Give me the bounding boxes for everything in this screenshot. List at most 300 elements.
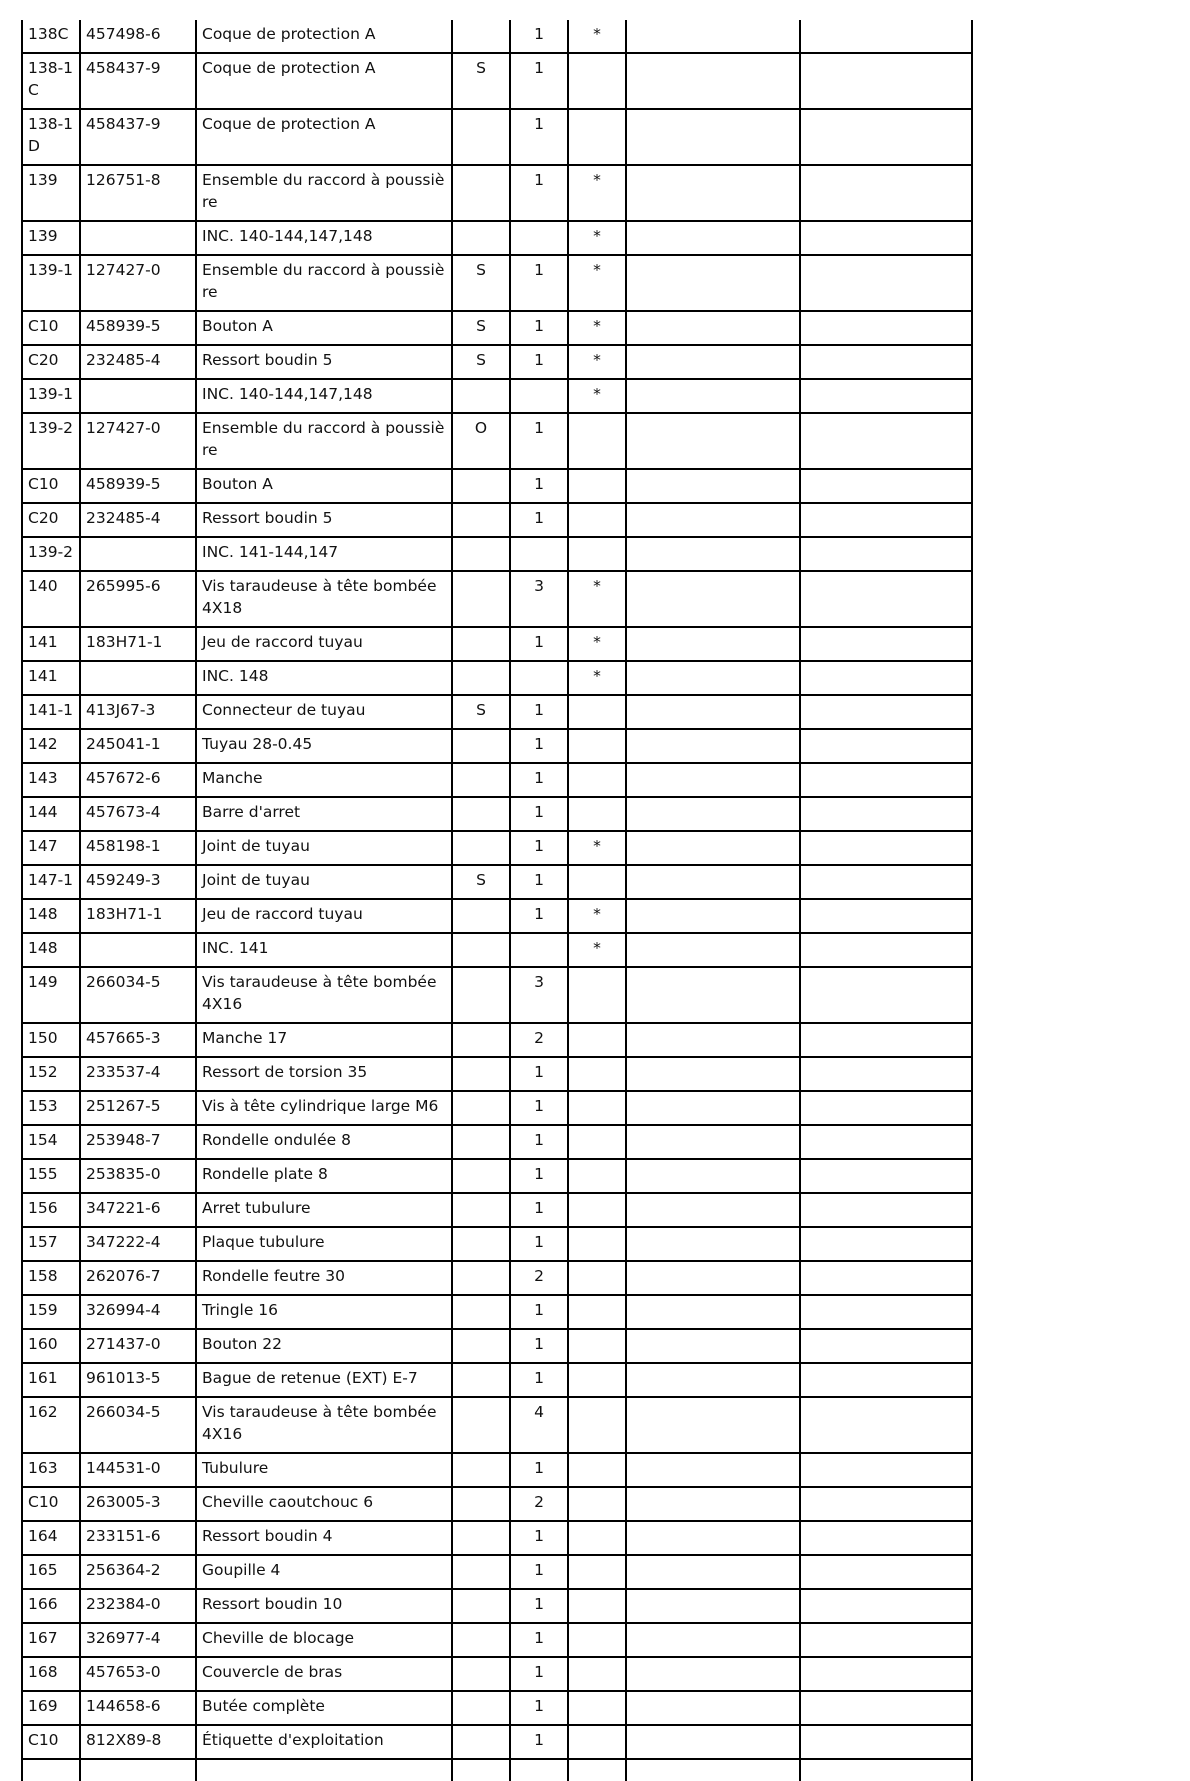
part-number-cell: 459249-3 [80, 865, 196, 899]
extra-col-a-cell [626, 1159, 800, 1193]
note-mark-cell [568, 1329, 626, 1363]
extra-col-b-cell [800, 1521, 972, 1555]
item-number-cell: 141-1 [22, 695, 80, 729]
quantity-cell [510, 379, 568, 413]
item-number-cell: 139-1 [22, 379, 80, 413]
supply-code-cell: S [452, 311, 510, 345]
quantity-cell: 3 [510, 967, 568, 1023]
extra-col-a-cell [626, 345, 800, 379]
supply-code-cell: S [452, 695, 510, 729]
note-mark-cell: * [568, 933, 626, 967]
item-number-cell: 167 [22, 1623, 80, 1657]
part-number-cell: 458939-5 [80, 311, 196, 345]
table-row [22, 1159, 972, 1193]
supply-code-cell [452, 967, 510, 1023]
extra-col-b-cell [800, 1589, 972, 1623]
part-number-cell: 271437-0 [80, 1329, 196, 1363]
extra-col-b-cell [800, 53, 972, 109]
quantity-cell: 1 [510, 53, 568, 109]
quantity-cell: 1 [510, 797, 568, 831]
supply-code-cell [452, 1227, 510, 1261]
note-mark-cell [568, 1487, 626, 1521]
description-cell: Arret tubulure [196, 1193, 452, 1227]
quantity-cell: 1 [510, 1329, 568, 1363]
quantity-cell: 1 [510, 899, 568, 933]
extra-col-a-cell [626, 255, 800, 311]
table-row [22, 311, 972, 345]
description-cell [196, 1759, 452, 1781]
extra-col-b-cell [800, 1657, 972, 1691]
note-mark-cell [568, 695, 626, 729]
extra-col-b-cell [800, 1261, 972, 1295]
item-number-cell: 139-2 [22, 413, 80, 469]
table-row [22, 1261, 972, 1295]
item-number-cell: C10 [22, 311, 80, 345]
table-row [22, 1397, 972, 1453]
description-cell: Rondelle ondulée 8 [196, 1125, 452, 1159]
part-number-cell: 233537-4 [80, 1057, 196, 1091]
extra-col-a-cell [626, 571, 800, 627]
table-row [22, 1657, 972, 1691]
extra-col-a-cell [626, 1487, 800, 1521]
description-cell: Ensemble du raccord à poussière [196, 413, 452, 469]
part-number-cell: 457673-4 [80, 797, 196, 831]
extra-col-b-cell [800, 899, 972, 933]
quantity-cell: 1 [510, 1227, 568, 1261]
item-number-cell: 166 [22, 1589, 80, 1623]
table-row [22, 379, 972, 413]
part-number-cell: 126751-8 [80, 165, 196, 221]
quantity-cell: 1 [510, 165, 568, 221]
table-row [22, 109, 972, 165]
extra-col-a-cell [626, 1725, 800, 1759]
note-mark-cell: * [568, 165, 626, 221]
note-mark-cell [568, 1227, 626, 1261]
note-mark-cell [568, 1057, 626, 1091]
supply-code-cell [452, 831, 510, 865]
quantity-cell [510, 933, 568, 967]
quantity-cell: 1 [510, 503, 568, 537]
quantity-cell [510, 537, 568, 571]
quantity-cell: 1 [510, 1623, 568, 1657]
extra-col-a-cell [626, 933, 800, 967]
note-mark-cell [568, 1193, 626, 1227]
extra-col-a-cell [626, 165, 800, 221]
supply-code-cell [452, 627, 510, 661]
extra-col-a-cell [626, 967, 800, 1023]
part-number-cell: 251267-5 [80, 1091, 196, 1125]
part-number-cell: 262076-7 [80, 1261, 196, 1295]
description-cell: Jeu de raccord tuyau [196, 899, 452, 933]
part-number-cell [80, 933, 196, 967]
extra-col-b-cell [800, 1453, 972, 1487]
item-number-cell: 168 [22, 1657, 80, 1691]
part-number-cell [80, 537, 196, 571]
description-cell: Vis taraudeuse à tête bombée 4X18 [196, 571, 452, 627]
note-mark-cell [568, 413, 626, 469]
extra-col-a-cell [626, 1589, 800, 1623]
extra-col-b-cell [800, 729, 972, 763]
note-mark-cell [568, 1363, 626, 1397]
note-mark-cell [568, 53, 626, 109]
extra-col-a-cell [626, 413, 800, 469]
extra-col-b-cell [800, 1759, 972, 1781]
item-number-cell: 157 [22, 1227, 80, 1261]
note-mark-cell [568, 109, 626, 165]
extra-col-a-cell [626, 1261, 800, 1295]
item-number-cell: 165 [22, 1555, 80, 1589]
item-number-cell: 139-2 [22, 537, 80, 571]
table-row [22, 537, 972, 571]
part-number-cell: 265995-6 [80, 571, 196, 627]
extra-col-b-cell [800, 20, 972, 53]
note-mark-cell [568, 1589, 626, 1623]
extra-col-b-cell [800, 469, 972, 503]
part-number-cell: 266034-5 [80, 967, 196, 1023]
description-cell: Vis taraudeuse à tête bombée 4X16 [196, 1397, 452, 1453]
note-mark-cell: * [568, 571, 626, 627]
supply-code-cell [452, 221, 510, 255]
extra-col-a-cell [626, 1227, 800, 1261]
extra-col-b-cell [800, 865, 972, 899]
item-number-cell: 141 [22, 627, 80, 661]
extra-col-b-cell [800, 537, 972, 571]
quantity-cell: 1 [510, 1691, 568, 1725]
description-cell: Ensemble du raccord à poussière [196, 255, 452, 311]
quantity-cell: 3 [510, 571, 568, 627]
table-row [22, 797, 972, 831]
extra-col-b-cell [800, 413, 972, 469]
description-cell: Joint de tuyau [196, 831, 452, 865]
part-number-cell [80, 661, 196, 695]
part-number-cell: 458437-9 [80, 109, 196, 165]
description-cell: Étiquette d'exploitation [196, 1725, 452, 1759]
table-row-partial [22, 1759, 972, 1781]
note-mark-cell [568, 763, 626, 797]
supply-code-cell [452, 729, 510, 763]
item-number-cell: C20 [22, 345, 80, 379]
item-number-cell: 154 [22, 1125, 80, 1159]
item-number-cell: 169 [22, 1691, 80, 1725]
table-row [22, 1227, 972, 1261]
item-number-cell: 138-1D [22, 109, 80, 165]
description-cell: INC. 140-144,147,148 [196, 379, 452, 413]
extra-col-a-cell [626, 763, 800, 797]
item-number-cell: C10 [22, 1725, 80, 1759]
description-cell: Tuyau 28-0.45 [196, 729, 452, 763]
description-cell: Jeu de raccord tuyau [196, 627, 452, 661]
note-mark-cell [568, 1023, 626, 1057]
quantity-cell: 1 [510, 729, 568, 763]
extra-col-a-cell [626, 379, 800, 413]
description-cell: Vis taraudeuse à tête bombée 4X16 [196, 967, 452, 1023]
part-number-cell: 127427-0 [80, 413, 196, 469]
item-number-cell: 143 [22, 763, 80, 797]
table-row [22, 831, 972, 865]
table-row [22, 1363, 972, 1397]
supply-code-cell [452, 165, 510, 221]
item-number-cell: 159 [22, 1295, 80, 1329]
note-mark-cell: * [568, 311, 626, 345]
table-row [22, 1193, 972, 1227]
table-row [22, 469, 972, 503]
description-cell: Couvercle de bras [196, 1657, 452, 1691]
note-mark-cell [568, 1725, 626, 1759]
extra-col-b-cell [800, 503, 972, 537]
table-row [22, 627, 972, 661]
item-number-cell: 163 [22, 1453, 80, 1487]
item-number-cell: 161 [22, 1363, 80, 1397]
supply-code-cell [452, 1295, 510, 1329]
note-mark-cell [568, 1125, 626, 1159]
item-number-cell: 139 [22, 221, 80, 255]
extra-col-b-cell [800, 695, 972, 729]
extra-col-b-cell [800, 1057, 972, 1091]
extra-col-b-cell [800, 661, 972, 695]
part-number-cell: 812X89-8 [80, 1725, 196, 1759]
quantity-cell: 4 [510, 1397, 568, 1453]
description-cell: Tubulure [196, 1453, 452, 1487]
extra-col-b-cell [800, 1725, 972, 1759]
item-number-cell: 164 [22, 1521, 80, 1555]
note-mark-cell: * [568, 379, 626, 413]
extra-col-b-cell [800, 967, 972, 1023]
description-cell: INC. 141 [196, 933, 452, 967]
supply-code-cell [452, 1657, 510, 1691]
description-cell: Goupille 4 [196, 1555, 452, 1589]
supply-code-cell [452, 1725, 510, 1759]
parts-table [21, 20, 973, 1781]
supply-code-cell [452, 797, 510, 831]
description-cell: Ressort boudin 5 [196, 503, 452, 537]
quantity-cell [510, 661, 568, 695]
description-cell: Ressort boudin 4 [196, 1521, 452, 1555]
table-row [22, 967, 972, 1023]
supply-code-cell [452, 469, 510, 503]
part-number-cell: 256364-2 [80, 1555, 196, 1589]
description-cell: Manche 17 [196, 1023, 452, 1057]
table-row [22, 345, 972, 379]
quantity-cell: 1 [510, 1057, 568, 1091]
note-mark-cell: * [568, 221, 626, 255]
supply-code-cell [452, 1623, 510, 1657]
part-number-cell: 457665-3 [80, 1023, 196, 1057]
table-row [22, 899, 972, 933]
quantity-cell: 1 [510, 311, 568, 345]
extra-col-a-cell [626, 661, 800, 695]
extra-col-a-cell [626, 695, 800, 729]
part-number-cell: 458198-1 [80, 831, 196, 865]
extra-col-a-cell [626, 1759, 800, 1781]
part-number-cell: 326994-4 [80, 1295, 196, 1329]
item-number-cell: 148 [22, 899, 80, 933]
extra-col-b-cell [800, 1023, 972, 1057]
part-number-cell: 458437-9 [80, 53, 196, 109]
supply-code-cell [452, 503, 510, 537]
part-number-cell: 232485-4 [80, 503, 196, 537]
quantity-cell: 1 [510, 1091, 568, 1125]
description-cell: Bouton A [196, 311, 452, 345]
parts-table-body [22, 20, 972, 1781]
extra-col-a-cell [626, 1555, 800, 1589]
supply-code-cell [452, 1759, 510, 1781]
supply-code-cell [452, 1023, 510, 1057]
extra-col-b-cell [800, 255, 972, 311]
quantity-cell: 1 [510, 695, 568, 729]
table-row [22, 1589, 972, 1623]
quantity-cell: 1 [510, 109, 568, 165]
note-mark-cell [568, 1555, 626, 1589]
extra-col-b-cell [800, 1125, 972, 1159]
quantity-cell: 1 [510, 627, 568, 661]
part-number-cell: 961013-5 [80, 1363, 196, 1397]
note-mark-cell [568, 865, 626, 899]
description-cell: Connecteur de tuyau [196, 695, 452, 729]
note-mark-cell [568, 1397, 626, 1453]
quantity-cell: 1 [510, 1295, 568, 1329]
part-number-cell: 183H71-1 [80, 899, 196, 933]
note-mark-cell: * [568, 661, 626, 695]
part-number-cell: 233151-6 [80, 1521, 196, 1555]
extra-col-a-cell [626, 537, 800, 571]
extra-col-a-cell [626, 311, 800, 345]
note-mark-cell [568, 1295, 626, 1329]
extra-col-a-cell [626, 729, 800, 763]
note-mark-cell: * [568, 899, 626, 933]
quantity-cell: 1 [510, 20, 568, 53]
quantity-cell [510, 1759, 568, 1781]
supply-code-cell [452, 1589, 510, 1623]
extra-col-a-cell [626, 1453, 800, 1487]
note-mark-cell: * [568, 345, 626, 379]
extra-col-b-cell [800, 1159, 972, 1193]
note-mark-cell [568, 537, 626, 571]
description-cell: Bague de retenue (EXT) E-7 [196, 1363, 452, 1397]
extra-col-b-cell [800, 1397, 972, 1453]
table-row [22, 1329, 972, 1363]
item-number-cell: 147 [22, 831, 80, 865]
extra-col-a-cell [626, 797, 800, 831]
part-number-cell: 253948-7 [80, 1125, 196, 1159]
supply-code-cell: S [452, 53, 510, 109]
quantity-cell: 1 [510, 1657, 568, 1691]
quantity-cell: 2 [510, 1261, 568, 1295]
table-row [22, 503, 972, 537]
quantity-cell: 1 [510, 1363, 568, 1397]
part-number-cell: 413J67-3 [80, 695, 196, 729]
extra-col-b-cell [800, 221, 972, 255]
supply-code-cell: O [452, 413, 510, 469]
note-mark-cell [568, 967, 626, 1023]
supply-code-cell [452, 20, 510, 53]
quantity-cell: 2 [510, 1487, 568, 1521]
supply-code-cell [452, 1193, 510, 1227]
quantity-cell: 1 [510, 255, 568, 311]
extra-col-a-cell [626, 1057, 800, 1091]
description-cell: Ressort boudin 5 [196, 345, 452, 379]
table-row [22, 255, 972, 311]
extra-col-b-cell [800, 109, 972, 165]
description-cell: Bouton A [196, 469, 452, 503]
item-number-cell: 138C [22, 20, 80, 53]
table-row [22, 20, 972, 53]
table-row [22, 53, 972, 109]
note-mark-cell [568, 797, 626, 831]
table-row [22, 933, 972, 967]
extra-col-b-cell [800, 1295, 972, 1329]
extra-col-a-cell [626, 831, 800, 865]
extra-col-a-cell [626, 503, 800, 537]
description-cell: Bouton 22 [196, 1329, 452, 1363]
table-row [22, 1295, 972, 1329]
table-row [22, 1555, 972, 1589]
item-number-cell: 141 [22, 661, 80, 695]
part-number-cell: 183H71-1 [80, 627, 196, 661]
extra-col-a-cell [626, 109, 800, 165]
description-cell: INC. 148 [196, 661, 452, 695]
note-mark-cell: * [568, 831, 626, 865]
supply-code-cell: S [452, 345, 510, 379]
part-number-cell: 457498-6 [80, 20, 196, 53]
extra-col-b-cell [800, 1623, 972, 1657]
item-number-cell: 148 [22, 933, 80, 967]
item-number-cell: 144 [22, 797, 80, 831]
supply-code-cell [452, 1363, 510, 1397]
part-number-cell: 144658-6 [80, 1691, 196, 1725]
part-number-cell: 127427-0 [80, 255, 196, 311]
quantity-cell [510, 221, 568, 255]
table-row [22, 165, 972, 221]
extra-col-a-cell [626, 1363, 800, 1397]
table-row [22, 1057, 972, 1091]
note-mark-cell [568, 1261, 626, 1295]
supply-code-cell [452, 1091, 510, 1125]
part-number-cell: 263005-3 [80, 1487, 196, 1521]
supply-code-cell [452, 1487, 510, 1521]
part-number-cell [80, 221, 196, 255]
part-number-cell [80, 379, 196, 413]
note-mark-cell [568, 1453, 626, 1487]
table-row [22, 729, 972, 763]
item-number-cell: 156 [22, 1193, 80, 1227]
table-row [22, 763, 972, 797]
note-mark-cell [568, 729, 626, 763]
item-number-cell: C10 [22, 1487, 80, 1521]
supply-code-cell [452, 109, 510, 165]
table-row [22, 1023, 972, 1057]
part-number-cell: 253835-0 [80, 1159, 196, 1193]
item-number-cell: 152 [22, 1057, 80, 1091]
part-number-cell: 144531-0 [80, 1453, 196, 1487]
table-row [22, 1487, 972, 1521]
extra-col-a-cell [626, 1623, 800, 1657]
description-cell: Plaque tubulure [196, 1227, 452, 1261]
extra-col-b-cell [800, 831, 972, 865]
description-cell: Coque de protection A [196, 20, 452, 53]
supply-code-cell: S [452, 255, 510, 311]
item-number-cell: 153 [22, 1091, 80, 1125]
note-mark-cell [568, 1623, 626, 1657]
table-row [22, 1691, 972, 1725]
description-cell: Vis à tête cylindrique large M6 [196, 1091, 452, 1125]
supply-code-cell [452, 933, 510, 967]
quantity-cell: 1 [510, 1521, 568, 1555]
part-number-cell: 266034-5 [80, 1397, 196, 1453]
description-cell: Ressort boudin 10 [196, 1589, 452, 1623]
extra-col-a-cell [626, 1125, 800, 1159]
description-cell: Rondelle plate 8 [196, 1159, 452, 1193]
note-mark-cell: * [568, 255, 626, 311]
